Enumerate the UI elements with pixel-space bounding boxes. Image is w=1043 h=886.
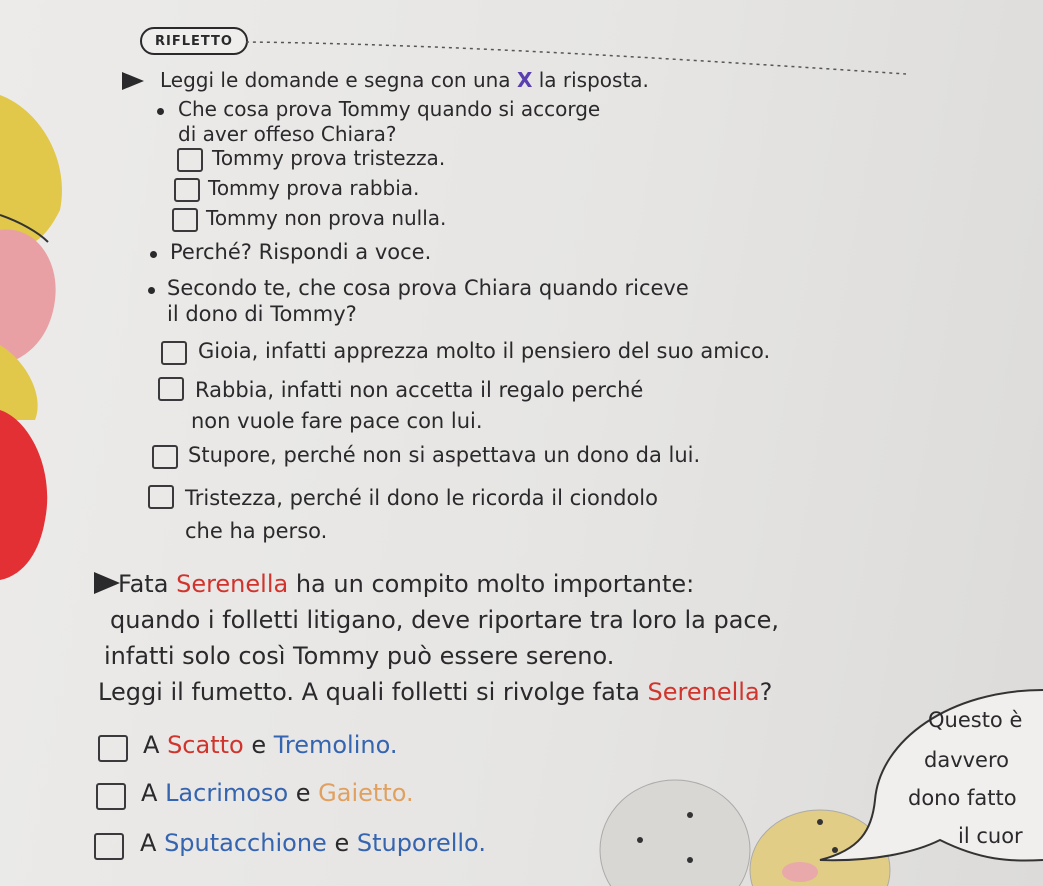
serenella-name: Serenella (176, 570, 289, 598)
character-hair (0, 95, 62, 250)
eye-dot (832, 847, 838, 853)
tremolino-name: Tremolino. (273, 731, 398, 759)
folletto-face-1 (600, 780, 750, 886)
q3-option-1: Gioia, infatti apprezza molto il pensiero del suo amico. (198, 339, 771, 363)
final-option-3: A Sputacchione e Stuporello. (140, 829, 486, 857)
question-1-line-1: Che cosa prova Tommy quando si accorge (178, 97, 601, 121)
x-mark: X (516, 68, 533, 92)
instruction-2-line-1: Fata Serenella ha un compito molto importante: (118, 570, 695, 598)
q3-option-2 (191, 375, 644, 437)
scatto-name: Scatto (167, 731, 244, 759)
q3-option-4-line-1: Tristezza, perché il dono le ricorda il ciondolo (185, 486, 658, 510)
character-face (0, 230, 56, 365)
eye-dot (637, 837, 643, 843)
question-2: Perché? Rispondi a voce. (170, 240, 432, 264)
character-dress (0, 410, 47, 580)
sputacchione-name: Sputacchione (164, 829, 327, 857)
q1-option-2: Tommy prova rabbia. (208, 176, 420, 200)
q3-option-4 (185, 482, 658, 548)
bullet (150, 251, 157, 258)
lacrimoso-name: Lacrimoso (165, 779, 289, 807)
checkbox-q1-option-2[interactable] (174, 178, 200, 202)
instruction-arrow-2 (94, 572, 120, 594)
q1-option-1: Tommy prova tristezza. (212, 146, 446, 170)
instruction-2-line-3: infatti solo così Tommy può essere sereno. (104, 642, 615, 670)
instruction-arrow-1 (122, 72, 144, 90)
speech-bubble-line-1: Questo è (928, 708, 1023, 732)
q3-option-2-line-2: non vuole fare pace con lui. (191, 409, 483, 433)
q3-option-2-line-1: Rabbia, infatti non accetta il regalo perché (195, 378, 644, 402)
instruction-1-text: Leggi le domande e segna con una (160, 68, 511, 92)
instruction-1-text-end: la risposta. (538, 68, 649, 92)
checkbox-q3-option-2[interactable] (158, 377, 184, 401)
speech-bubble-line-2: davvero (924, 748, 1009, 772)
question-1-line-2: di aver offeso Chiara? (178, 122, 397, 146)
checkbox-q3-option-3[interactable] (152, 445, 178, 469)
question-3-line-2: il dono di Tommy? (167, 302, 357, 326)
serenella-name: Serenella (647, 678, 760, 706)
stuporello-name: Stuporello. (356, 829, 486, 857)
checkbox-q3-option-4[interactable] (148, 485, 174, 509)
q1-option-3: Tommy non prova nulla. (206, 206, 447, 230)
instruction-1 (160, 68, 649, 93)
q3-option-3: Stupore, perché non si aspettava un dono da lui. (188, 443, 701, 467)
section-tag: RIFLETTO (140, 27, 248, 55)
checkbox-q3-option-1[interactable] (161, 341, 187, 365)
folletto-cheek (782, 862, 818, 882)
eye-dot (687, 857, 693, 863)
instruction-2-line-2: quando i folletti litigano, deve riportare tra loro la pace, (110, 606, 779, 634)
final-option-2: A Lacrimoso e Gaietto. (141, 779, 414, 807)
eye-dot (817, 819, 823, 825)
checkbox-q1-option-3[interactable] (172, 208, 198, 232)
question-1 (178, 97, 600, 147)
bullet (148, 287, 155, 294)
checkbox-final-option-1[interactable] (98, 735, 128, 762)
q3-option-4-line-2: che ha perso. (185, 519, 328, 543)
eye-dot (687, 812, 693, 818)
instruction-2-line-4: Leggi il fumetto. A quali folletti si rivolge fata Serenella? (98, 678, 773, 706)
checkbox-final-option-2[interactable] (96, 783, 126, 810)
gaietto-name: Gaietto. (318, 779, 414, 807)
speech-bubble-line-3: dono fatto (908, 786, 1017, 810)
final-option-1: A Scatto e Tremolino. (143, 731, 398, 759)
checkbox-q1-option-1[interactable] (177, 148, 203, 172)
checkbox-final-option-3[interactable] (94, 833, 124, 860)
bullet (157, 108, 164, 115)
speech-bubble-line-4: il cuor (958, 824, 1023, 848)
question-3-line-1: Secondo te, che cosa prova Chiara quando riceve (167, 276, 689, 300)
instruction-2 (98, 566, 779, 710)
question-3 (167, 275, 689, 327)
